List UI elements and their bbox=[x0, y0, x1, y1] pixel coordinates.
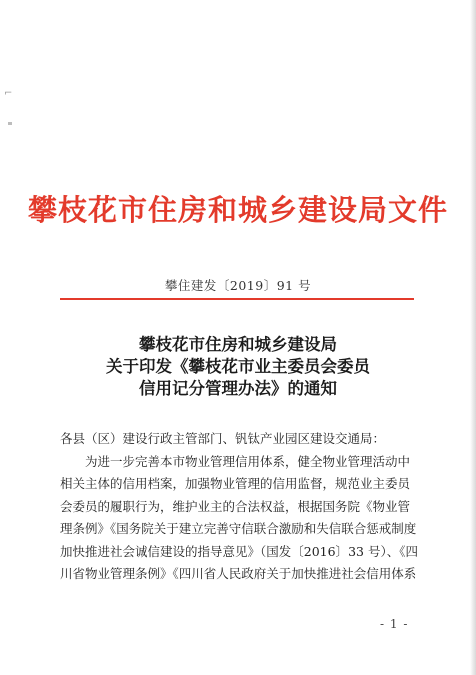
body-line: 会委员的履职行为，维护业主的合法权益，根据国务院《物业管 bbox=[60, 498, 411, 514]
notice-title-line: 关于印发《攀枝花市业主委员会委员 bbox=[106, 357, 370, 376]
scan-mark: ⌐ bbox=[4, 88, 13, 99]
page-number: - 1 - bbox=[380, 617, 409, 631]
notice-title-line: 攀枝花市住房和城乡建设局 bbox=[139, 335, 337, 354]
notice-body bbox=[60, 428, 420, 586]
body-line: 相关主体的信用档案，加强物业管理的信用监督，规范业主委员 bbox=[60, 476, 411, 491]
notice-title-line: 信用记分管理办法》的通知 bbox=[139, 379, 337, 398]
document-number: 攀住建发〔2019〕91 号 bbox=[164, 278, 312, 293]
agency-title: 攀枝花市住房和城乡建设局文件 bbox=[27, 193, 448, 227]
notice-title bbox=[0, 334, 476, 400]
body-line: 理条例》《国务院关于建立完善守信联合激励和失信联合惩戒制度 bbox=[60, 521, 417, 536]
body-line: 川省物业管理条例》《四川省人民政府关于加快推进社会信用体系 bbox=[60, 566, 417, 581]
salutation: 各县（区）建设行政主管部门、钒钛产业园区建设交通局： bbox=[60, 431, 386, 446]
scan-speck bbox=[8, 122, 12, 125]
body-line: 为进一步完善本市物业管理信用体系，健全物业管理活动中 bbox=[85, 453, 411, 469]
body-line: 加快推进社会诚信建设的指导意见》（国发〔2016〕33 号）、《四 bbox=[60, 543, 418, 559]
red-divider-line bbox=[60, 298, 414, 300]
